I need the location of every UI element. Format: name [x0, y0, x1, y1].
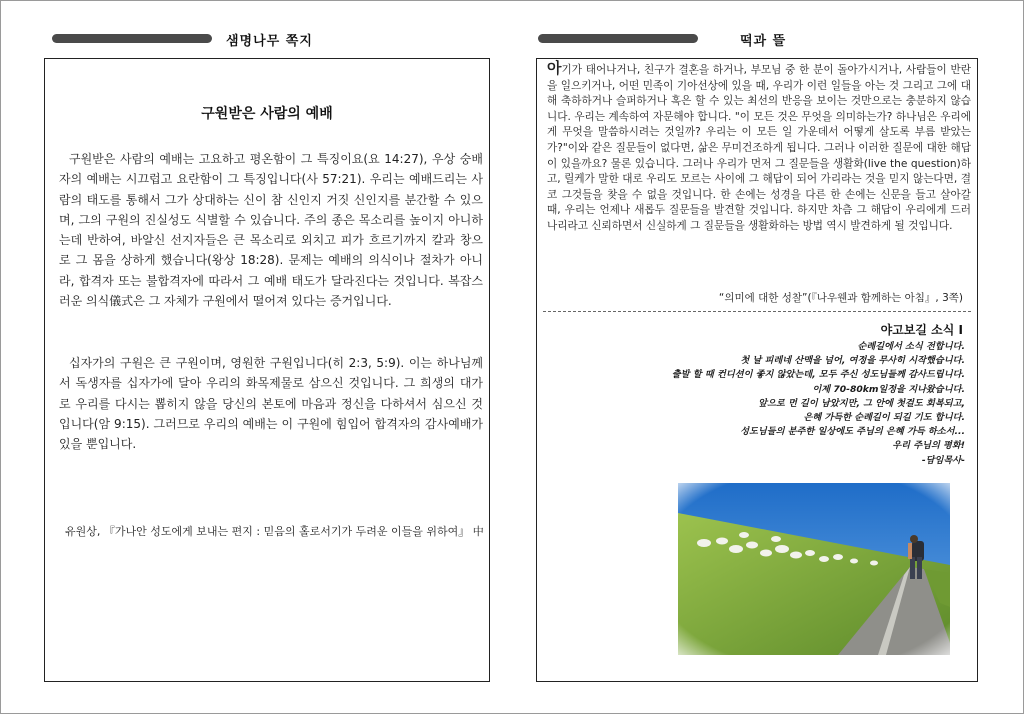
news-lines	[585, 340, 965, 468]
dropcap: 아	[547, 59, 562, 77]
camino-landscape-photo-icon	[678, 483, 950, 655]
dashed-divider	[543, 311, 971, 312]
news-line: 이제 70-80km일정을 지나왔습니다.	[812, 383, 965, 395]
right-citation: “의미에 대한 성찰”(『나우웬과 함께하는 아침』, 3쪽)	[718, 292, 963, 304]
news-line: 성도님들의 분주한 일상에도 주님의 은혜 가득 하소서...	[740, 426, 965, 438]
left-source-citation: 유원상, 『가나안 성도에게 보내는 편지 : 믿음의 홀로서기가 두려운 이들을 위하여』 中	[65, 525, 484, 538]
right-header-bar	[538, 34, 698, 43]
right-header-title: 떡과 뜰	[740, 34, 787, 49]
news-line: 앞으로 먼 길이 남았지만, 그 안에 첫걸도 회복되고,	[758, 397, 965, 409]
right-column-box	[536, 58, 978, 682]
news-line: 첫 날 피레네 산맥을 넘어, 여정을 무사히 시작했습니다.	[740, 355, 965, 367]
left-header-bar	[52, 34, 212, 43]
left-header-title: 샘명나무 쪽지	[226, 34, 313, 49]
news-line: 출발 할 때 컨디션이 좋지 않았는데, 모두 주신 성도님들께 감사드립니다.	[671, 369, 965, 381]
right-paragraph	[547, 59, 971, 235]
left-article-title: 구원받은 사람의 예배	[201, 106, 333, 122]
news-title: 야고보길 소식 I	[880, 323, 963, 337]
left-column-box	[44, 58, 490, 682]
right-paragraph-body: 기가 태어나거나, 친구가 결혼을 하거나, 부모님 중 한 분이 돌아가시거나, 사람들이 반란을 일으키거나, 어떤 민족이 기아선상에 있을 때, 우리가 이런 일들을 아는 것 그리고 그에 대해 축하하거나 슬퍼하거나 혹은 할 수 있는 최선의 반응을 보이는 것만으로는 충분하지 않습니다. 우리는 계속하여 자문해야 합니다. "이 모든 것은 무엇을 의미하는가? 하나님은 우리에게 무엇을 말씀하시려는 것일까? 우리는 이 모든 일 가운데서 어떻게 살도록 부름 받았는가?"이와 같은 질문들이 없다면, 삶은 무미건조하게 됩니다. 그러나 이러한 질문에 대한 해답이 있을까요? 물론 있습니다. 그러나 우리가 먼저 그 질문들을 생활화(live the question)하고, 릴케가 말한 대로 우리도 모르는 사이에 그 해답이 되어 가리라는 것을 믿지 않는다면, 결코 그것들을 찾을 수 없을 것입니다. 한 손에는 성경을 다른 한 손에는 신문을 들고 살아갈 때, 우리는 언제나 새롭두 질문들을 발견할 것입니다. 하지만 차츰 그 해답이 우리에게 드러나리라고 신뢰하면서 신실하게 그 질문들을 생활화하는 방법 역시 발견하게 될 것입니다.	[547, 64, 971, 232]
camino-photo	[678, 483, 950, 655]
left-paragraph-1: 구원받은 사람의 예배는 고요하고 평온함이 그 특징이요(요 14:27), 우상 숭배자의 예배는 시끄럽고 요란함이 그 특징입니다(사 57:21). 우리는 예배드리는 사람의 태도를 통해서 그가 상대하는 신이 참 신인지 거짓 신인지를 분간할 수 있으며, 그의 구원의 진실성도 식별할 수 있습니다. 주의 종은 목소리를 높이지 아니하는데 반하여, 바알신 선지자들은 큰 목소리로 외치고 피가 흐르기까지 칼과 창으로 그 몸을 상하게 했습니다(왕상 18:28). 문제는 예배의 의식이나 절차가 아니라, 합격자 또는 불합격자에 따라서 그 예배 태도가 달라진다는 것입니다. 복잡스러운 의식儀式은 그 자체가 구원에서 떨어져 있다는 증거입니다.	[59, 152, 483, 309]
left-paragraph-2: 십자가의 구원은 큰 구원이며, 영원한 구원입니다(히 2:3, 5:9). 이는 하나님께서 독생자를 십자가에 달아 우리의 화목제물로 삼으신 것입니다. 그 희생의 대가로 우리를 다시는 뽑히지 않을 당신의 본토에 마음과 정신을 다하셔서 심으신 것입니다(암 9:15). 그러므로 우리의 예배는 이 구원에 힘입어 합격자의 감사예배가 있을 뿐입니다.	[59, 356, 483, 452]
news-line: 우리 주님의 평화!	[892, 440, 965, 452]
news-line: 순례길에서 소식 전합니다.	[857, 341, 965, 352]
news-line: 은혜 가득한 순례길이 되길 기도 합니다.	[803, 412, 965, 424]
news-line: -담임목사-	[921, 454, 965, 466]
